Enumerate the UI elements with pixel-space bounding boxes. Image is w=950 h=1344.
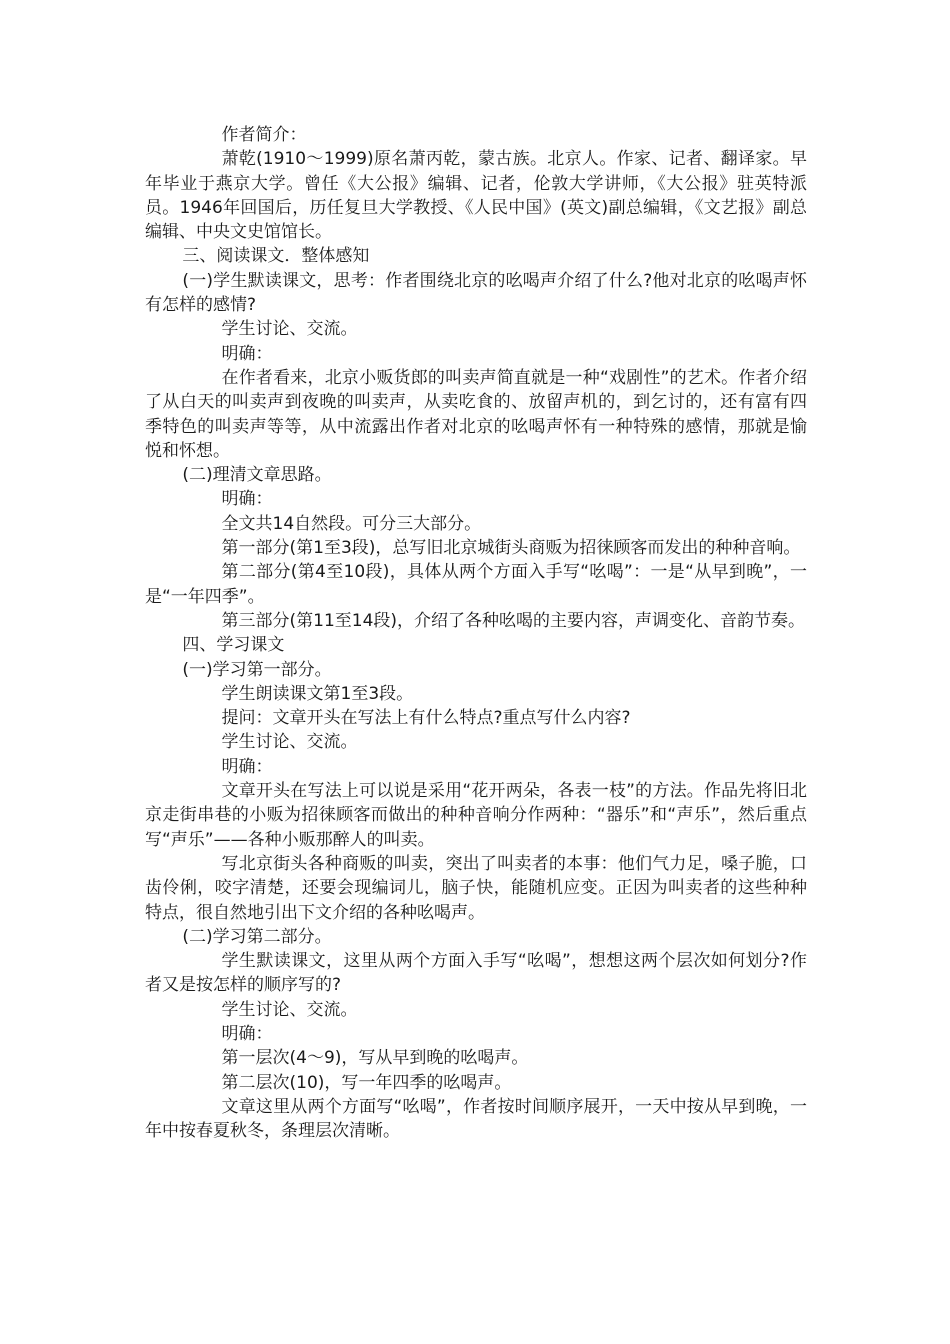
paragraph: 第一部分(第1至3段)，总写旧北京城街头商贩为招徕顾客而发出的种种音响。 [221, 538, 801, 559]
section-heading: 三、阅读课文．整体感知 [182, 246, 370, 267]
paragraph: 明确： [221, 489, 273, 510]
paragraph: 第一层次(4～9)，写从早到晚的吆喝声。 [221, 1048, 529, 1069]
paragraph: 文章开头在写法上可以说是采用“花开两朵，各表一枝”的方法。作品先将旧北京走街串巷的小贩为招徕顾客而做出的种种音响分作两种：“器乐”和“声乐”，然后重点写“声乐”——各种小贩那醉人的叫卖。 [145, 781, 807, 850]
paragraph: 萧乾(1910～1999)原名萧丙乾，蒙古族。北京人。作家、记者、翻译家。早年毕业于燕京大学。曾任《大公报》编辑、记者，伦敦大学讲师，《大公报》驻英特派员。1946年回国后，历任复旦大学教授、《人民中国》(英文)副总编辑，《文艺报》副总编辑、中央文史馆馆长。 [145, 149, 807, 243]
paragraph: 提问：文章开头在写法上有什么特点?重点写什么内容? [221, 708, 631, 729]
paragraph: 全文共14自然段。可分三大部分。 [221, 513, 482, 534]
paragraph: 学生讨论、交流。 [221, 999, 358, 1020]
paragraph: 学生讨论、交流。 [221, 732, 358, 753]
paragraph: 第三部分(第11至14段)，介绍了各种吆喝的主要内容，声调变化、音韵节奏。 [221, 610, 806, 631]
paragraph: 文章这里从两个方面写“吆喝”，作者按时间顺序展开，一天中按从早到晚，一年中按春夏秋冬，条理层次清晰。 [145, 1096, 807, 1142]
paragraph: 学生朗读课文第1至3段。 [221, 683, 414, 704]
paragraph: 第二层次(10)，写一年四季的吆喝声。 [221, 1072, 512, 1093]
section-heading: 四、学习课文 [182, 635, 285, 656]
document-body [145, 123, 807, 1143]
subsection-heading: (一)学习第一部分。 [182, 659, 332, 680]
paragraph: 写北京街头各种商贩的叫卖，突出了叫卖者的本事：他们气力足，嗓子脆，口齿伶俐，咬字清楚，还要会现编词儿，脑子快，能随机应变。正因为叫卖者的这些种种特点，很自然地引出下文介绍的各种吆喝声。 [145, 853, 807, 923]
subsection-heading: (二)理清文章思路。 [182, 465, 332, 486]
paragraph: 在作者看来，北京小贩货郎的叫卖声简直就是一种“戏剧性”的艺术。作者介绍了从白天的叫卖声到夜晚的叫卖声，从卖吃食的、放留声机的，到乞讨的，还有富有四季特色的叫卖声等等，从中流露出作者对北京的吆喝声怀有一种特殊的感情，那就是愉悦和怀想。 [145, 367, 807, 461]
paragraph: 第二部分(第4至10段)，具体从两个方面入手写“吆喝”：一是“从早到晚”，一是“一年四季”。 [145, 562, 807, 607]
paragraph: 明确： [221, 756, 273, 777]
paragraph: 明确： [221, 1023, 273, 1044]
subsection-heading: (二)学习第二部分。 [182, 926, 332, 947]
paragraph: 明确： [221, 343, 273, 364]
paragraph: (一)学生默读课文，思考：作者围绕北京的吆喝声介绍了什么?他对北京的吆喝声怀有怎样的感情? [145, 270, 807, 316]
paragraph: 学生讨论、交流。 [221, 319, 358, 340]
paragraph: 学生默读课文，这里从两个方面入手写“吆喝”，想想这两个层次如何划分?作者又是按怎样的顺序写的? [145, 951, 807, 996]
paragraph: 作者简介： [221, 125, 307, 145]
